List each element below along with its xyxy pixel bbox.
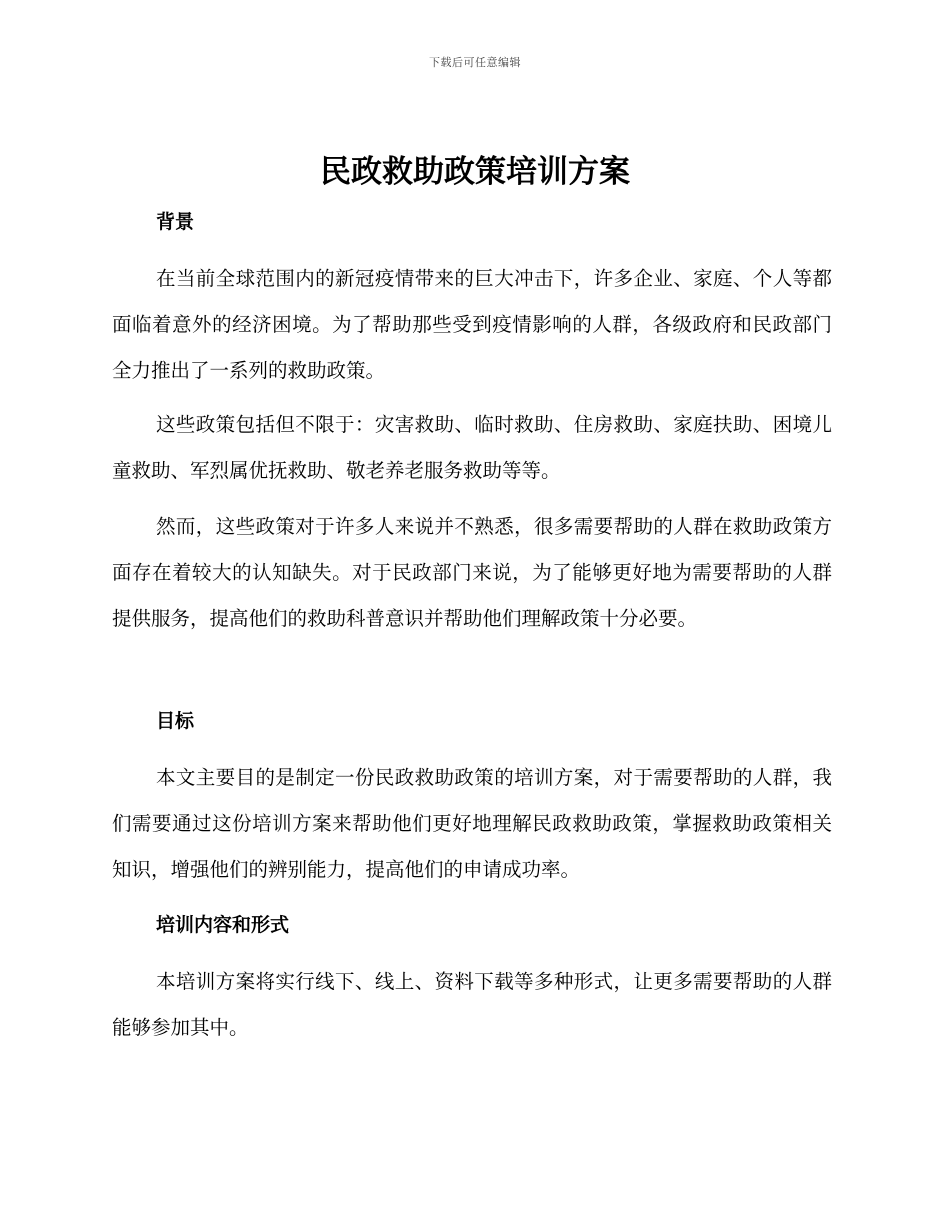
section-heading-goal: 目标 — [156, 710, 195, 732]
paragraph-background-2: 这些政策包括但不限于：灾害救助、临时救助、住房救助、家庭扶助、困境儿童救助、军烈属优抚救助、敬老养老服务救助等等。 — [112, 413, 832, 482]
paragraph-goal-1: 本文主要目的是制定一份民政救助政策的培训方案，对于需要帮助的人群，我们需要通过这份培训方案来帮助他们更好地理解民政救助政策，掌握救助政策相关知识，增强他们的辨别能力，提高他们的申请成功率。 — [112, 766, 832, 881]
paragraph-background-3: 然而，这些政策对于许多人来说并不熟悉，很多需要帮助的人群在救助政策方面存在着较大的认知缺失。对于民政部门来说，为了能够更好地为需要帮助的人群提供服务，提高他们的救助科普意识并帮助他们理解政策十分必要。 — [112, 515, 832, 630]
paragraph-background-1: 在当前全球范围内的新冠疫情带来的巨大冲击下，许多企业、家庭、个人等都面临着意外的经济困境。为了帮助那些受到疫情影响的人群，各级政府和民政部门全力推出了一系列的救助政策。 — [112, 267, 832, 382]
paragraph-training-content-1: 本培训方案将实行线下、线上、资料下载等多种形式，让更多需要帮助的人群能够参加其中。 — [112, 970, 832, 1039]
section-heading-background: 背景 — [156, 211, 195, 233]
page-header-note: 下载后可任意编辑 — [429, 56, 521, 69]
document-title: 民政救助政策培训方案 — [320, 154, 630, 190]
section-heading-training-content: 培训内容和形式 — [156, 914, 290, 936]
